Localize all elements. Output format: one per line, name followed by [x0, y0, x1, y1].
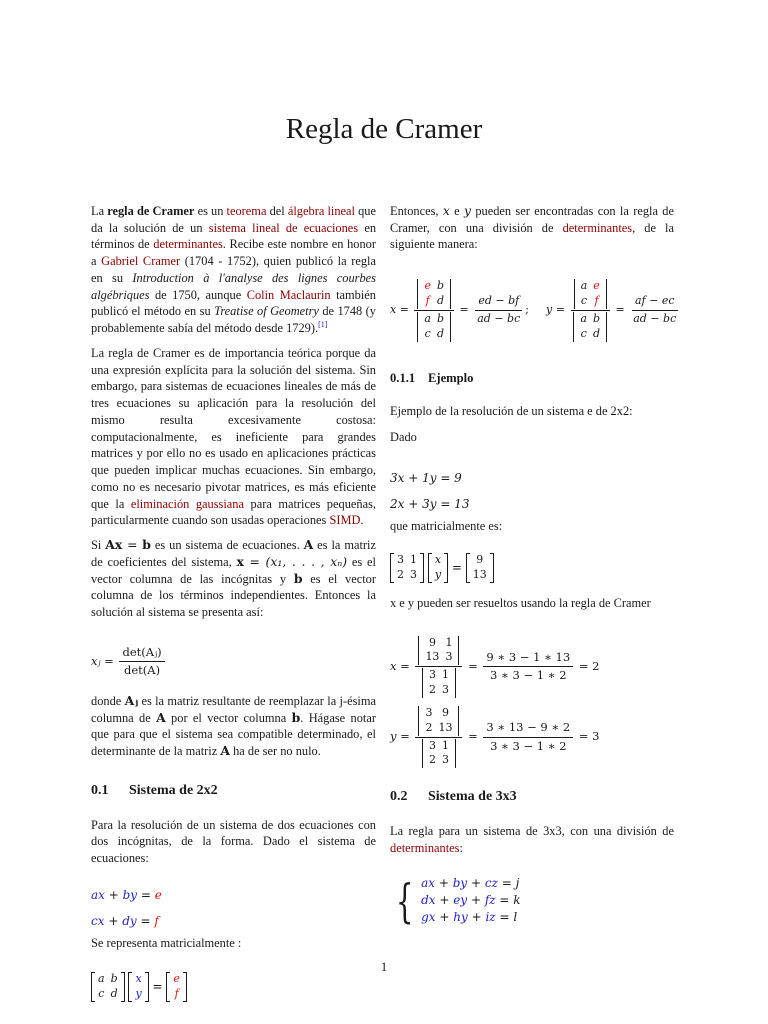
- x-result-denominator: ad − bc: [477, 311, 521, 325]
- example-variable-vector: x y: [428, 553, 448, 583]
- link-simd[interactable]: SIMD: [329, 513, 361, 528]
- system-definition-paragraph: Si Ax = b es un sistema de ecuaciones. A es la matriz de coeficientes del sistema, x = (x₁, . . . , xₙ) es el vector columna de las incógnitas y b es el vector columna de los términos independientes. Entonces la solución al sistema se presenta así:: [91, 537, 377, 620]
- example-equation-1: 3x + 1y = 9: [390, 471, 462, 486]
- math-b: b: [142, 537, 151, 553]
- link-determinantes[interactable]: determinantes: [153, 237, 223, 252]
- y-result: = 3: [578, 729, 600, 744]
- book-title-treatise: Treatise of Geometry: [214, 304, 319, 319]
- y-numerator-det: a e c f: [574, 279, 607, 309]
- intro-paragraph: La regla de Cramer es un teorema del álgebra lineal que da la solución de un sistema lineal de ecuaciones en términos de determinantes. Recibe este nombre en honor a Gabriel Cramer (1704 - 1752), quien publicó la regla en su Introduction à l'analyse des lignes courbes algébriques de 1750, aunque Colin Maclaurin también publicó el método en su Treatise of Geometry de 1748 (y probablemente sabía del método desde 1729).[1]: [91, 204, 377, 336]
- coefficient-matrix: a b c d: [91, 972, 125, 1002]
- system-row-3: gx + hy + iz = l: [421, 910, 518, 925]
- example-equation-2: 2x + 3y = 13: [390, 497, 470, 512]
- cramer-2x2-formulas: x = e b f d a b c d = $\frac{ed - bf}{ad - bc}$ ; y = a e c f a b c d = $\frac{af - ec}{ad - bc}$: [390, 279, 674, 341]
- constant-vector: e f: [166, 972, 187, 1002]
- y-result-denominator: ad − bc: [633, 311, 677, 325]
- system-row-1: ax + by + cz = j: [421, 875, 520, 890]
- x-denominator-det: a b c d: [417, 312, 451, 342]
- link-colin-maclaurin[interactable]: Colin Maclaurin: [246, 287, 331, 302]
- subsection-heading-ejemplo: 0.1.1 Ejemplo: [390, 370, 474, 385]
- link-gabriel-cramer[interactable]: Gabriel Cramer: [101, 254, 181, 269]
- math-b-vector: b: [293, 570, 303, 586]
- math-x: x: [236, 553, 244, 569]
- x-numerator-det: e b f d: [417, 279, 451, 309]
- formula-xj: xⱼ = $\frac{\text{det(Aⱼ)}}{\det(A)}$: [91, 645, 376, 679]
- cramer-intro-paragraph: Entonces, x e y pueden ser encontradas con la regla de Cramer, con una división de determinantes, de la siguiente manera:: [390, 203, 674, 252]
- math-a: A: [303, 537, 314, 553]
- example-given-label: Dado: [390, 430, 417, 445]
- example-matrix-equation: 3 1 2 3 x y = 9 13: [390, 553, 674, 583]
- link-eliminacion-gaussiana[interactable]: eliminación gaussiana: [130, 496, 245, 511]
- example-coefficient-matrix: 3 1 2 3: [390, 553, 424, 583]
- example-x-solution: x = 9 1 13 3 3 1 2 3 = $\frac{9 ∗ 3 - 1 ∗ 13}{3 ∗ 3 - 1 ∗ 2}$ = 2: [390, 635, 600, 697]
- section-heading-3x3: 0.2 Sistema de 3x3: [390, 789, 517, 805]
- matrix-equation-2x2: a b c d x y = e f: [91, 972, 376, 1002]
- page-title: Regla de Cramer: [285, 113, 483, 145]
- left-brace-icon: {: [395, 873, 414, 928]
- where-paragraph: donde Aⱼ es la matriz resultante de reemplazar la j-ésima columna de A por el vector columna b. Hágase notar que para que el sistema sea compatible determinado, el determinante de la matriz A ha de ser no nulo.: [91, 692, 376, 758]
- math-ax: Ax: [105, 537, 123, 553]
- system-row-2: dx + ey + fz = k: [421, 893, 521, 908]
- right-column: [390, 203, 677, 928]
- y-denominator-det: a b c d: [573, 312, 607, 342]
- matrix-form-label: que matricialmente es:: [390, 519, 503, 534]
- link-sistema-lineal[interactable]: sistema lineal de ecuaciones: [208, 220, 359, 235]
- x-result: = 2: [578, 658, 600, 673]
- page-number: 1: [380, 960, 388, 974]
- solve-with-cramer-paragraph: x e y pueden ser resueltos usando la regla de Cramer: [390, 595, 651, 610]
- 3x3-intro-paragraph: La regla para un sistema de 3x3, con una división de determinantes:: [390, 824, 674, 855]
- 2x2-intro-paragraph: Para la resolución de un sistema de dos ecuaciones con dos incógnitas, de la forma. Dado el sistema de ecuaciones:: [91, 817, 376, 866]
- link-determinantes-3[interactable]: determinantes: [390, 840, 460, 855]
- example-constant-vector: 9 13: [466, 553, 494, 583]
- importance-paragraph: La regla de Cramer es de importancia teórica porque da una expresión explícita para la solución del sistema. Sin embargo, para sistemas de ecuaciones lineales de más de tres ecuaciones su aplicación para la resolución del mismo resulta excesivamente costosa: computacionalmente, es ineficiente para grandes matrices y por ello no es usado en aplicaciones prácticas que pueden implicar muchas ecuaciones. Sin embargo, como no es necesario pivotar matrices, es más eficiente que la eliminación gaussiana para matrices pequeñas, particularmente cuando son usadas operaciones SIMD.: [91, 346, 377, 528]
- matrix-intro-paragraph: Se representa matricialmente :: [91, 936, 242, 951]
- book-title-introduction: Introduction à l'analyse des lignes courbes algébriques: [91, 270, 376, 302]
- equation-1: ax + by = e: [91, 887, 162, 902]
- formula-xj-denominator: det(A): [124, 663, 161, 678]
- variable-vector: x y: [128, 972, 148, 1002]
- system-3x3: [390, 875, 674, 927]
- left-column: [91, 203, 376, 1002]
- example-intro-paragraph: Ejemplo de la resolución de un sistema e de 2x2:: [390, 403, 633, 418]
- equation-2: cx + dy = f: [91, 914, 159, 928]
- reference-link-1[interactable]: [1]: [318, 320, 328, 330]
- section-heading-2x2: 0.1 Sistema de 2x2: [91, 782, 218, 798]
- example-y-solution: y = 3 9 2 13 3 1 2 3 = $\frac{3 ∗ 13 - 9 ∗ 2}{3 ∗ 3 - 1 ∗ 2}$ = 3: [390, 705, 600, 767]
- math-x-vector: = (x₁, . . . , xₙ): [243, 553, 348, 569]
- formula-xj-numerator: det(Aⱼ): [119, 645, 164, 663]
- x-result-numerator: ed − bf: [475, 294, 522, 311]
- term-bold: regla de Cramer: [107, 204, 195, 218]
- link-algebra-lineal[interactable]: álgebra lineal: [287, 204, 355, 218]
- link-determinantes-2[interactable]: determinantes: [562, 220, 633, 235]
- y-result-numerator: af − ec: [632, 294, 678, 311]
- link-teorema[interactable]: teorema: [226, 204, 267, 218]
